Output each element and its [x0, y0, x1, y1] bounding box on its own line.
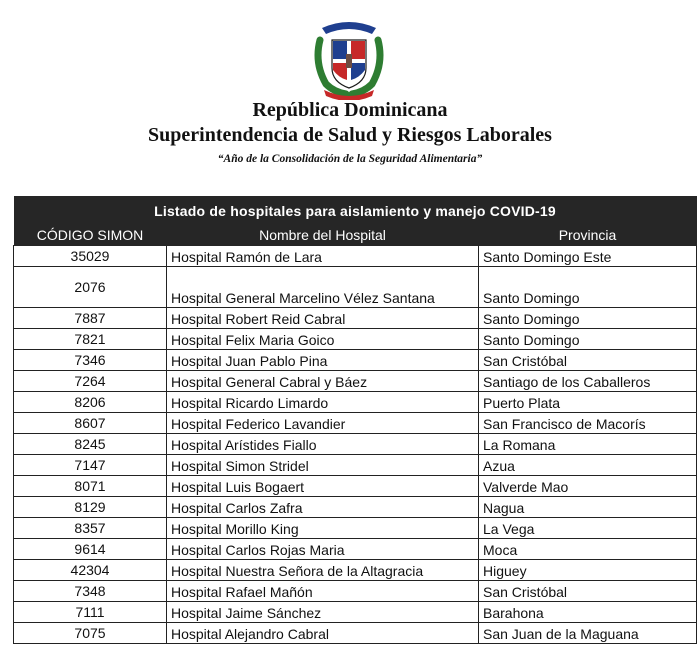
hospital-name-cell: Hospital Morillo King: [167, 518, 479, 539]
coat-of-arms-emblem: [312, 18, 386, 100]
hospital-code-cell: 7348: [14, 581, 167, 602]
hospital-code-cell: 9614: [14, 539, 167, 560]
hospital-code-cell: 8245: [14, 434, 167, 455]
province-cell: Barahona: [479, 602, 697, 623]
hospital-code-cell: 8129: [14, 497, 167, 518]
hospital-name-cell: Hospital Nuestra Señora de la Altagracia: [167, 560, 479, 581]
province-cell: Santo Domingo: [479, 267, 697, 308]
province-cell: San Francisco de Macorís: [479, 413, 697, 434]
province-cell: San Juan de la Maguana: [479, 623, 697, 644]
province-cell: San Cristóbal: [479, 350, 697, 371]
agency-heading: Superintendencia de Salud y Riesgos Laborales: [148, 124, 552, 146]
province-cell: Santo Domingo: [479, 329, 697, 350]
hospital-code-cell: 8357: [14, 518, 167, 539]
hospital-code-cell: 8206: [14, 392, 167, 413]
table-row: [14, 434, 697, 455]
year-motto: “Año de la Consolidación de la Seguridad Alimentaria”: [217, 153, 483, 165]
hospital-code-cell: 7264: [14, 371, 167, 392]
table-row: [14, 308, 697, 329]
hospital-name-cell: Hospital Luis Bogaert: [167, 476, 479, 497]
table-row: [14, 329, 697, 350]
hospital-code-cell: 42304: [14, 560, 167, 581]
column-header-code: CÓDIGO SIMON: [14, 225, 167, 246]
hospital-name-cell: Hospital Carlos Rojas Maria: [167, 539, 479, 560]
hospital-code-cell: 7147: [14, 455, 167, 476]
hospital-name-cell: Hospital Federico Lavandier: [167, 413, 479, 434]
hospital-name-cell: Hospital Rafael Mañón: [167, 581, 479, 602]
hospital-name-cell: Hospital Ramón de Lara: [167, 246, 479, 267]
hospital-code-cell: 7821: [14, 329, 167, 350]
table-row: [14, 371, 697, 392]
table-row: [14, 350, 697, 371]
hospital-name-cell: Hospital Simon Stridel: [167, 455, 479, 476]
hospital-table: [13, 196, 697, 644]
province-cell: Santiago de los Caballeros: [479, 371, 697, 392]
table-row: [14, 497, 697, 518]
province-cell: La Romana: [479, 434, 697, 455]
hospital-code-cell: 7887: [14, 308, 167, 329]
table-row: [14, 246, 697, 267]
hospital-name-cell: Hospital Robert Reid Cabral: [167, 308, 479, 329]
table-row: [14, 455, 697, 476]
province-cell: San Cristóbal: [479, 581, 697, 602]
table-row: [14, 518, 697, 539]
table-title: Listado de hospitales para aislamiento y manejo COVID-19: [14, 196, 697, 225]
column-header-name: Nombre del Hospital: [167, 225, 479, 246]
province-cell: Azua: [479, 455, 697, 476]
province-cell: La Vega: [479, 518, 697, 539]
hospital-code-cell: 7111: [14, 602, 167, 623]
table-row: [14, 602, 697, 623]
hospital-code-cell: 35029: [14, 246, 167, 267]
table-row: [14, 539, 697, 560]
hospital-name-cell: Hospital Alejandro Cabral: [167, 623, 479, 644]
hospital-name-cell: Hospital General Cabral y Báez: [167, 371, 479, 392]
country-heading: República Dominicana: [252, 99, 448, 121]
hospital-code-cell: 7346: [14, 350, 167, 371]
table-row: [14, 413, 697, 434]
hospital-name-cell: Hospital Juan Pablo Pina: [167, 350, 479, 371]
hospital-code-cell: 2076: [14, 267, 167, 308]
hospital-code-cell: 8071: [14, 476, 167, 497]
crest-ribbon-top: [322, 22, 376, 34]
hospital-name-cell: Hospital Ricardo Limardo: [167, 392, 479, 413]
hospital-name-cell: Hospital Jaime Sánchez: [167, 602, 479, 623]
table-row: [14, 581, 697, 602]
province-cell: Santo Domingo: [479, 308, 697, 329]
hospital-name-cell: Hospital Arístides Fiallo: [167, 434, 479, 455]
table-row: [14, 392, 697, 413]
table-row: [14, 560, 697, 581]
province-cell: Higuey: [479, 560, 697, 581]
province-cell: Puerto Plata: [479, 392, 697, 413]
table-row: [14, 476, 697, 497]
hospital-name-cell: Hospital Felix Maria Goico: [167, 329, 479, 350]
province-cell: Santo Domingo Este: [479, 246, 697, 267]
hospital-name-cell: Hospital General Marcelino Vélez Santana: [167, 267, 479, 308]
province-cell: Nagua: [479, 497, 697, 518]
column-header-province: Provincia: [479, 225, 697, 246]
hospital-code-cell: 7075: [14, 623, 167, 644]
table-row: [14, 267, 697, 308]
province-cell: Valverde Mao: [479, 476, 697, 497]
table-row: [14, 623, 697, 644]
hospital-name-cell: Hospital Carlos Zafra: [167, 497, 479, 518]
hospital-code-cell: 8607: [14, 413, 167, 434]
province-cell: Moca: [479, 539, 697, 560]
